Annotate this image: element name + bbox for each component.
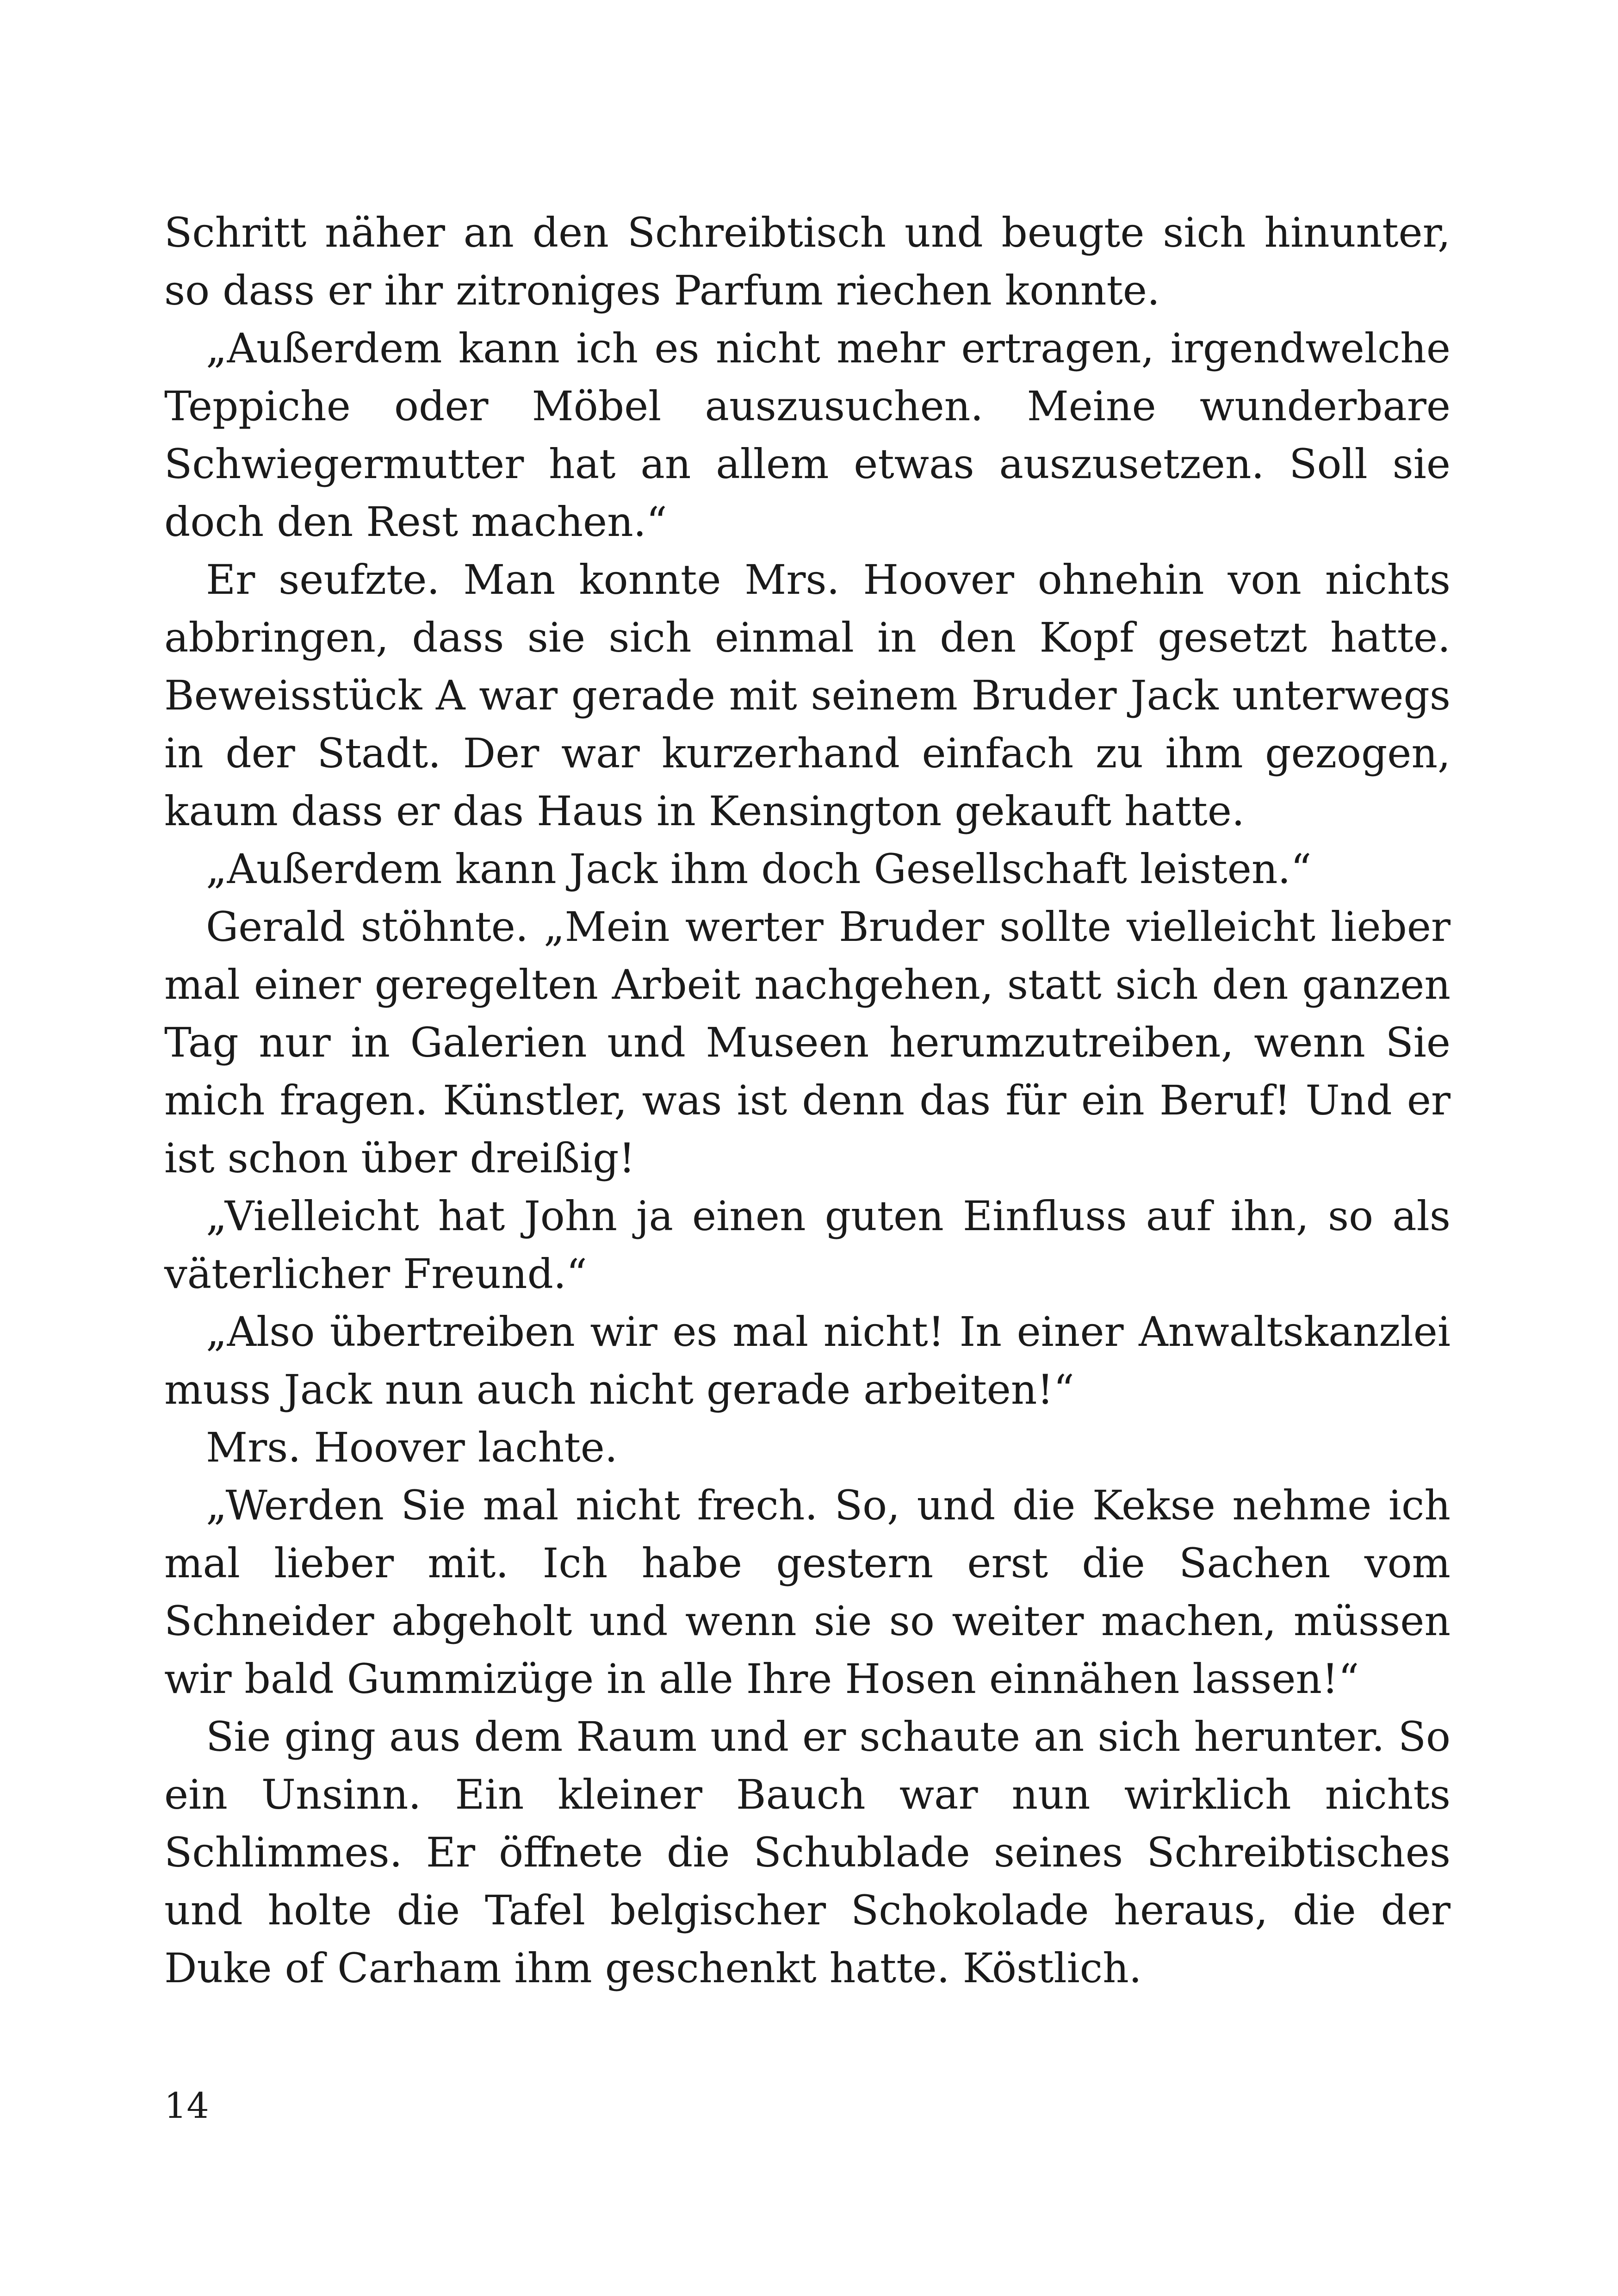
body-text xyxy=(164,204,1451,1997)
paragraph: Er seufzte. Man konnte Mrs. Hoover ohnehin von nichts abbringen, dass sie sich einmal in den Kopf gesetzt hatte. Beweisstück A war gerade mit seinem Bruder Jack unterwegs in der Stadt. Der war kurzerhand einfach zu ihm gezogen, kaum dass er das Haus in Kensington gekauft hatte. xyxy=(164,556,1451,835)
paragraph: „Außerdem kann ich es nicht mehr ertragen, irgendwelche Teppiche oder Möbel auszusuchen. Meine wunderbare Schwiegermutter hat an allem etwas auszusetzen. Soll sie doch den Rest machen.“ xyxy=(164,324,1451,546)
paragraph: Gerald stöhnte. „Mein werter Bruder sollte vielleicht lieber mal einer geregelten Arbeit nachgehen, statt sich den ganzen Tag nur in Galerien und Museen herumzutreiben, wenn Sie mich fragen. Künstler, was ist denn das für ein Beruf! Und er ist schon über dreißig! xyxy=(164,903,1451,1182)
paragraph: „Außerdem kann Jack ihm doch Gesellschaft leisten.“ xyxy=(206,845,1312,893)
paragraph: Sie ging aus dem Raum und er schaute an sich herunter. So ein Unsinn. Ein kleiner Bauch war nun wirklich nichts Schlimmes. Er öffnete die Schublade seines Schreibtisches und holte die Tafel belgischer Schokolade heraus, die der Duke of Carham ihm geschenkt hatte. Köstlich. xyxy=(164,1713,1451,1992)
paragraph: Schritt näher an den Schreibtisch und beugte sich hinunter, so dass er ihr zitroniges Parfum riechen konnte. xyxy=(164,209,1451,314)
paragraph: „Also übertreiben wir es mal nicht! In einer Anwaltskanzlei muss Jack nun auch nicht gerade arbeiten!“ xyxy=(164,1308,1451,1413)
paragraph: „Werden Sie mal nicht frech. So, und die Kekse nehme ich mal lieber mit. Ich habe gestern erst die Sachen vom Schneider abgeholt und wenn sie so weiter machen, müssen wir bald Gummizüge in alle Ihre Hosen einnähen lassen!“ xyxy=(164,1481,1451,1703)
paragraph: „Vielleicht hat John ja einen guten Einfluss auf ihn, so als väterlicher Freund.“ xyxy=(164,1192,1451,1298)
page-number: 14 xyxy=(164,2085,209,2126)
paragraph: Mrs. Hoover lachte. xyxy=(206,1424,618,1471)
